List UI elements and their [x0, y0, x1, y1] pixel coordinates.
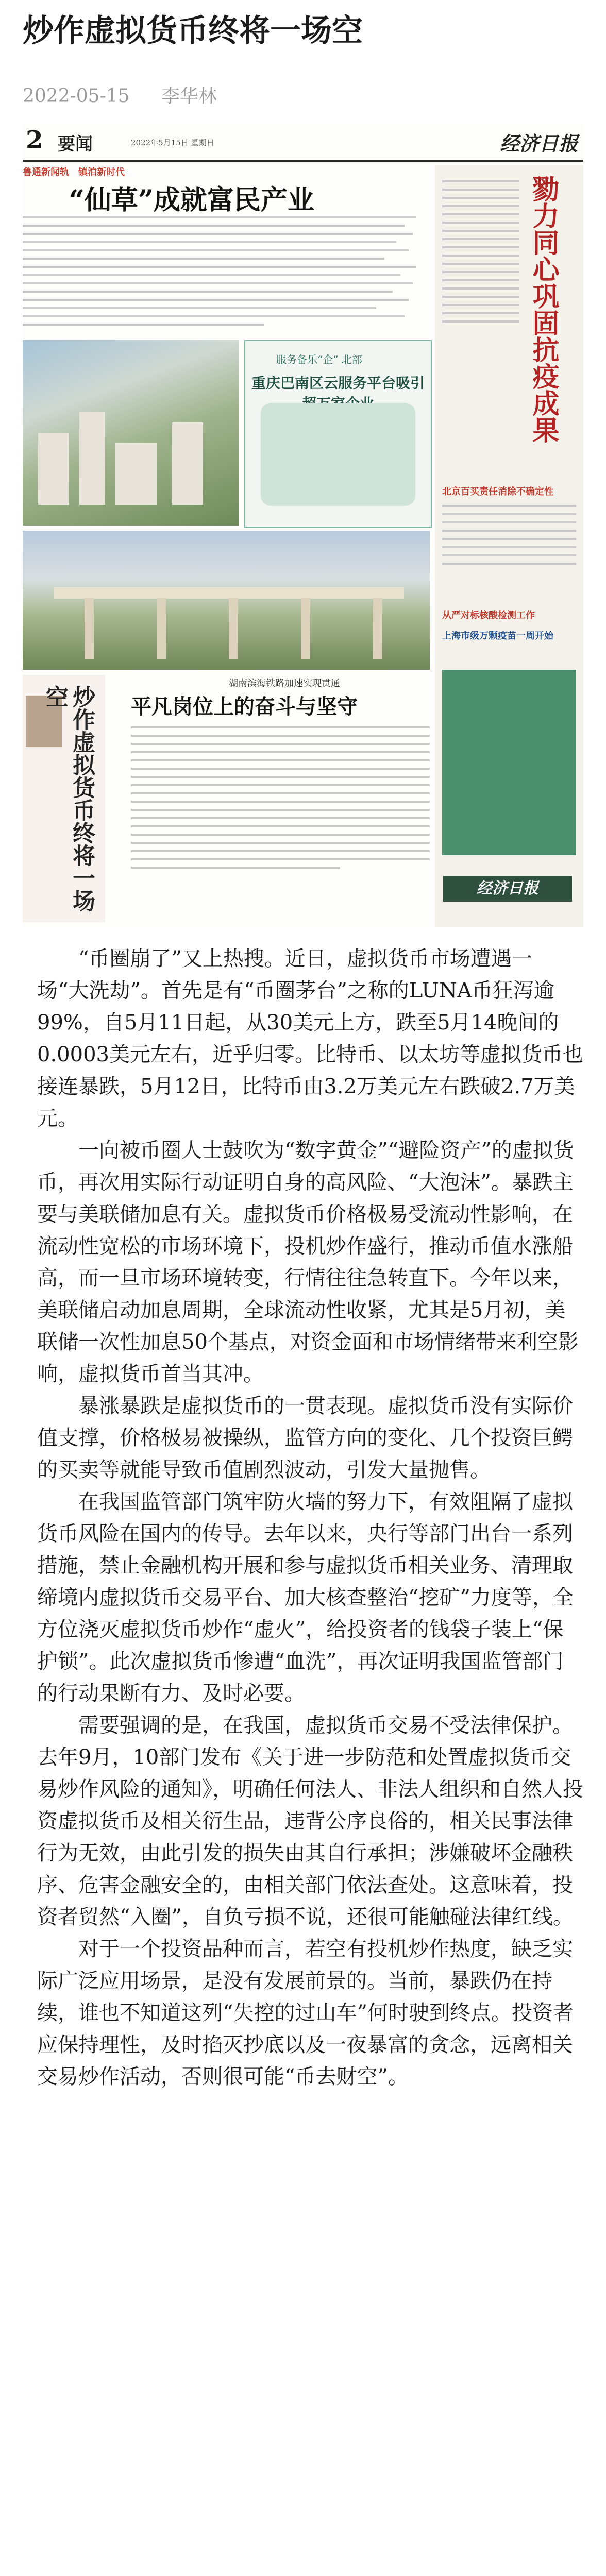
paragraph: 一向被币圈人士鼓吹为“数字黄金”“避险资产”的虚拟货币，再次用实际行动证明自身的高风险、“大泡沫”。暴跌主要与美联储加息有关。虚拟货币价格极易受流动性影响，在流动性宽松的市场环境下，投机炒作盛行，推动币值水涨船高，而一旦市场环境转变，行情往往急转直下。今年以来，美联储启动加息周期，全球流动性收紧，尤其是5月初，美联储一次性加息50个基点，对资金面和市场情绪带来利空影响，虚拟货币首当其冲。: [37, 1139, 579, 1386]
newspaper-page-number: 2: [26, 126, 43, 155]
feature-card-tag: 服务备乐“企” 北部: [276, 353, 362, 366]
paragraph: 暴涨暴跌是虚拟货币的一贯表现。虚拟货币没有实际价值支撑，价格极易被操纵，监管方向的变化、几个投资巨鳄的买卖等就能导致币值剧烈波动，引发大量抛售。: [37, 1394, 573, 1482]
newspaper-headline-lower: 平凡岗位上的奋斗与坚守: [131, 694, 358, 719]
article-author[interactable]: 李华林: [161, 86, 217, 107]
newspaper-text-block: [23, 216, 425, 332]
newspaper-red-line: 鲁通新闻轨 镇泊新时代: [23, 167, 125, 178]
sidebar-subhead-3: 上海市级万颗疫苗一周开始: [442, 631, 553, 641]
newspaper-photo-caption: 湖南滨海铁路加速实现贯通: [229, 678, 340, 689]
feature-card-map: [261, 403, 415, 506]
sidebar-teal-block: [442, 670, 576, 855]
paragraph: 需要强调的是，在我国，虚拟货币交易不受法律保护。去年9月，10部门发布《关于进一步防范和处置虚拟货币交易炒作风险的通知》，明确任何法人、非法人组织和自然人投资虚拟货币及相关衍生品，违背公序良俗的，相关民事法律行为无效，由此引发的损失由其自行承担；涉嫌破坏金融秩序、危害金融安全的，由相关部门依法查处。这意味着，投资者贸然“入圈”，自负亏损不说，还很可能触碰法律红线。: [37, 1714, 583, 1929]
newspaper-column-title: 炒作虚拟货币终将一场空: [42, 685, 95, 912]
sidebar-subhead-2: 从严对标核酸检测工作: [442, 610, 535, 621]
newspaper-feature-card: [244, 340, 432, 528]
sidebar-headline: 勠力同心巩固抗疫成果: [528, 175, 559, 443]
newspaper-column: [23, 675, 105, 922]
newspaper-section: 要闻: [58, 134, 93, 155]
newspaper-photo-bridge: [23, 531, 430, 670]
newspaper-image[interactable]: [23, 124, 583, 927]
article-title: 炒作虚拟货币终将一场空: [23, 13, 363, 49]
paragraph: 在我国监管部门筑牢防火墙的努力下，有效阻隔了虚拟货币风险在国内的传导。去年以来，央行等部门出台一系列措施，禁止金融机构开展和参与虚拟货币相关业务、清理取缔境内虚拟货币交易平台、加大核查整治“挖矿”力度等，全方位浇灭虚拟货币炒作“虚火”，给投资者的钱袋子装上“保护锁”。此次虚拟货币惨遭“血洗”，再次证明我国监管部门的行动果断有力、及时必要。: [37, 1490, 574, 1705]
article-meta: [23, 81, 217, 108]
newspaper-issue-date: 2022年5月15日 星期日: [131, 138, 214, 147]
feature-card-headline: 重庆巴南区云服务平台吸引: [251, 375, 425, 392]
newspaper-photo-city: [23, 340, 239, 526]
sidebar-subhead-1: 北京百买责任消除不确定性: [442, 486, 553, 497]
article-body: [37, 943, 583, 2093]
paragraph: “币圈崩了”又上热搜。近日，虚拟货币市场遭遇一场“大洗劫”。首先是有“币圈茅台”之称的LUNA币狂泻逾99%，自5月11日起，从30美元上方，跌至5月14晚间的0.0003美元左右，近乎归零。比特币、以太坊等虚拟货币也接连暴跌，5月12日，比特币由3.2万美元左右跌破2.7万美元。: [37, 947, 583, 1130]
newspaper-header: [23, 124, 583, 162]
paragraph: 对于一个投资品种而言，若空有投机炒作热度，缺乏实际广泛应用场景，是没有发展前景的。当前，暴跌仍在持续，谁也不知道这列“失控的过山车”何时驶到终点。投资者应保持理性，及时掐灭抄底以及一夜暴富的贪念，远离相关交易炒作活动，否则很可能“币去财空”。: [37, 1937, 574, 2089]
newspaper-headline-main: “仙草”成就富民产业: [69, 184, 314, 216]
newspaper-sidebar: [435, 165, 583, 927]
article-date: 2022-05-15: [23, 86, 130, 107]
newspaper-masthead: 经济日报: [499, 132, 578, 155]
sidebar-masthead: 经济日报: [443, 876, 572, 902]
